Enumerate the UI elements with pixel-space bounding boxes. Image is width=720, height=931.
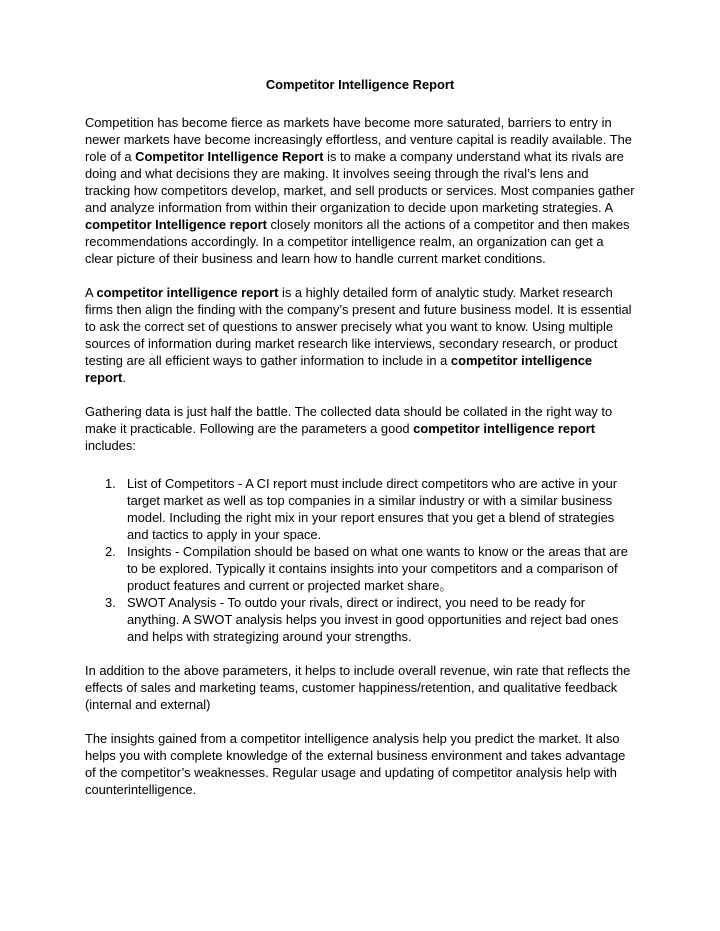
list-item: 2. Insights - Compilation should be based on what one wants to know or the areas that are to be explored. Typically it contains insights into your competitors and a comparison of product features and current or projected market share。 xyxy=(105,544,628,593)
list-item: 3. SWOT Analysis - To outdo your rivals, direct or indirect, you need to be ready for anything. A SWOT analysis helps you invest in good opportunities and reject bad ones and helps with strategizing around your strengths. xyxy=(105,595,619,644)
bold-text: competitor intelligence report xyxy=(96,285,279,300)
document-body xyxy=(85,114,635,798)
bold-text: competitor intelligence report xyxy=(85,353,593,385)
paragraph: In addition to the above parameters, it helps to include overall revenue, win rate that reflects the effects of sales and marketing teams, customer happiness/retention, and qualitative feedback (internal and external) xyxy=(85,663,631,712)
list-item-marker: 3. xyxy=(105,595,116,610)
paragraph: The insights gained from a competitor intelligence analysis help you predict the market. It also helps you with complete knowledge of the external business environment and takes advantage of the competitor’s weaknesses. Regular usage and updating of competitor analysis help with counterintelligence. xyxy=(85,731,626,797)
document-title: Competitor Intelligence Report xyxy=(265,77,455,92)
list-item: 1. List of Competitors - A CI report must include direct competitors who are active in your target market as well as top companies in a similar industry or with a similar business model. Including the right mix in your report ensures that you get a blend of strategies and tactics to apply in your space. xyxy=(105,476,618,542)
bold-text: competitor intelligence report xyxy=(413,421,596,436)
bold-text: competitor Intelligence report xyxy=(85,217,267,232)
paragraph: Competition has become fierce as markets have become more saturated, barriers to entry in newer markets have become increasingly effortless, and venture capital is readily available. The role of a Competitor Intelligence Report is to make a company understand what its rivals are doing and what decisions they are making. It involves seeing through the rival’s lens and tracking how competitors develop, market, and sell products or services. Most companies gather and analyze information from within their organization to decide upon marketing strategies. A competitor Intelligence report closely monitors all the actions of a competitor and then makes recommendations accordingly. In a competitor intelligence realm, an organization can get a clear picture of their business and learn how to handle current market conditions. xyxy=(85,115,635,266)
paragraph: A competitor intelligence report is a highly detailed form of analytic study. Market research firms then align the finding with the company’s present and future business model. It is essential to ask the correct set of questions to answer precisely what you want to know. Using multiple sources of information during market research like interviews, secondary research, or product testing are all efficient ways to gather information to include in a competitor intelligence report. xyxy=(85,285,632,385)
numbered-list xyxy=(85,471,635,645)
list-item-marker: 2. xyxy=(105,544,116,559)
paragraph: Gathering data is just half the battle. The collected data should be collated in the right way to make it practicable. Following are the parameters a good competitor intelligence report includes: xyxy=(85,404,613,453)
list-item-marker: 1. xyxy=(105,476,116,491)
bold-text: Competitor Intelligence Report xyxy=(135,149,324,164)
